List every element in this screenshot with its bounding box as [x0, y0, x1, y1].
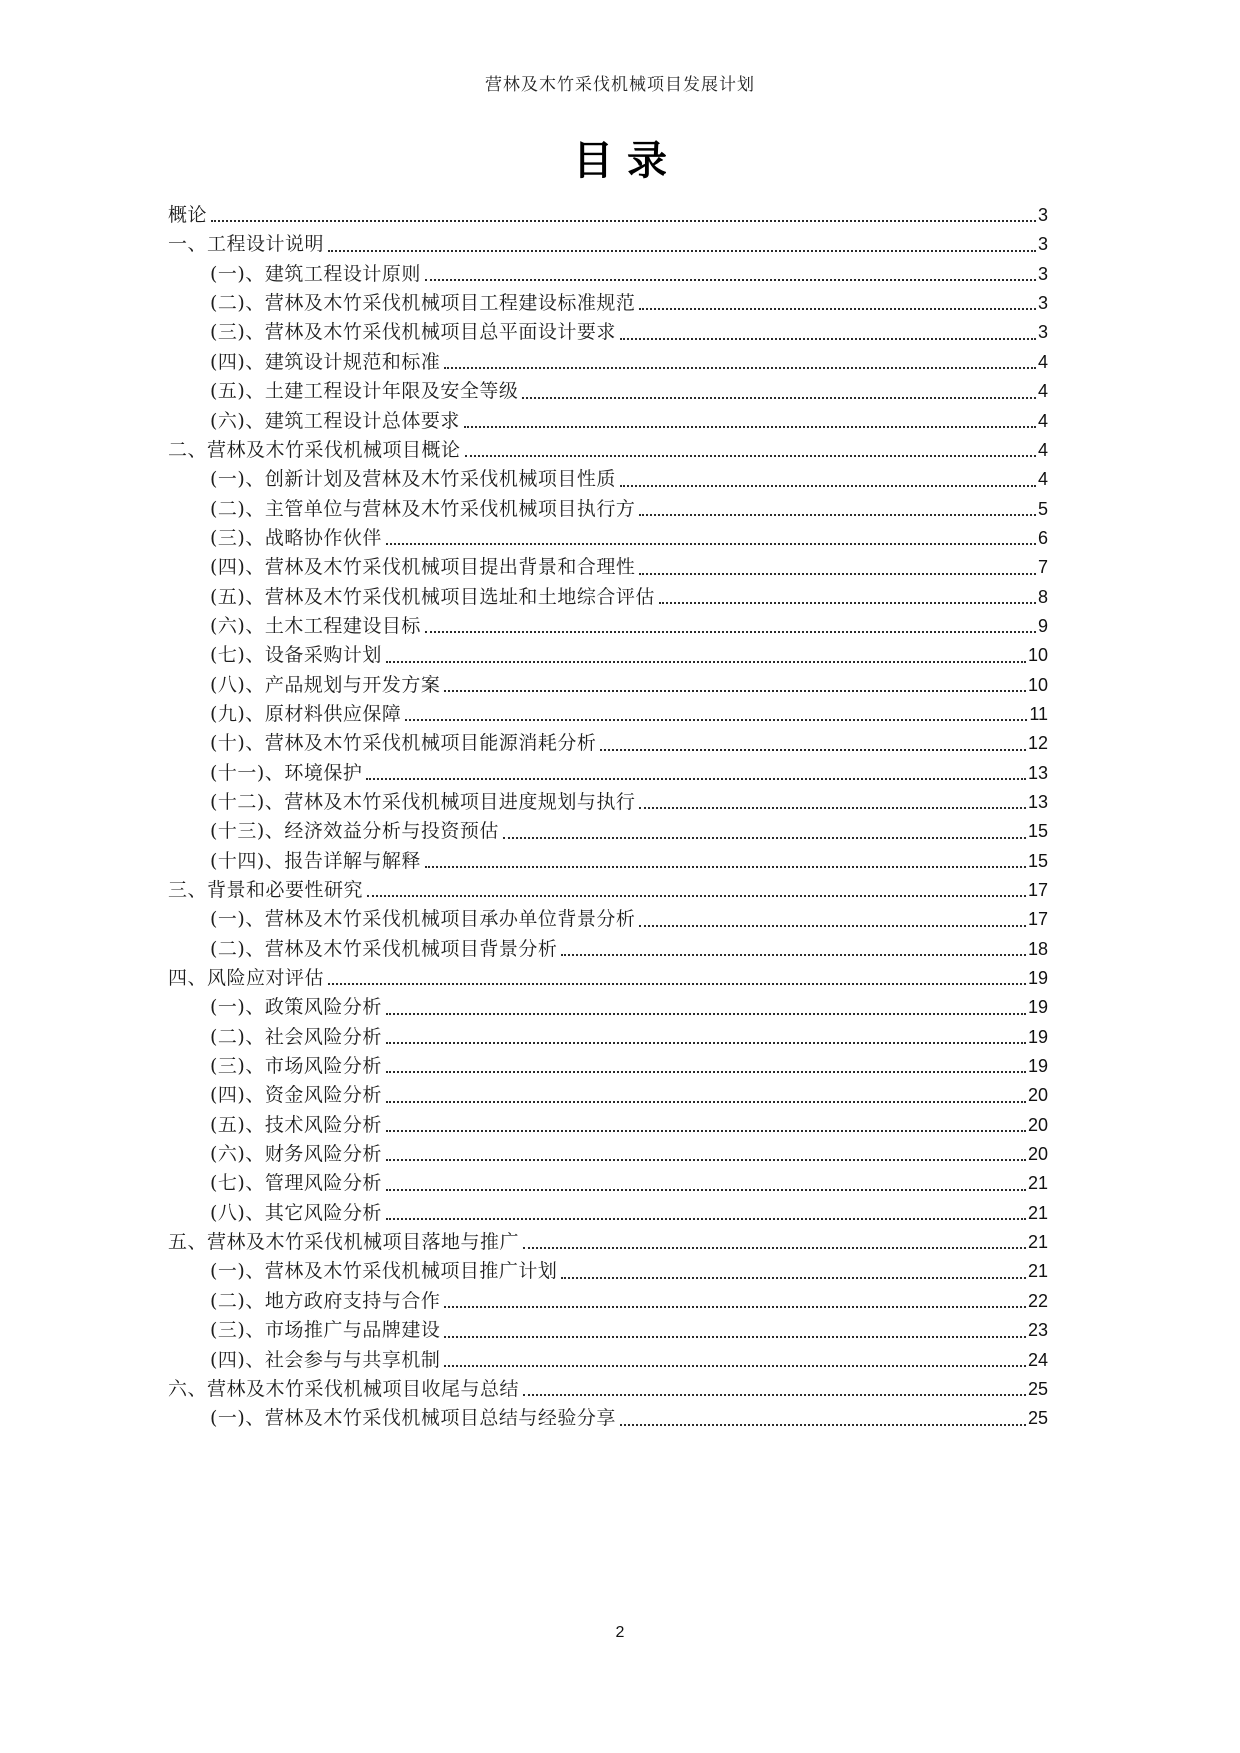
- toc-entry-label: (四)、建筑设计规范和标准: [210, 350, 441, 373]
- toc-entry-page: 23: [1027, 1320, 1048, 1341]
- toc-entry-page: 22: [1027, 1290, 1048, 1311]
- toc-entry-label: 四、风险应对评估: [168, 967, 325, 990]
- toc-dot-leader: [444, 1336, 1026, 1338]
- toc-dot-leader: [523, 1394, 1026, 1396]
- toc-entry[interactable]: [168, 348, 1048, 377]
- toc-dot-leader: [444, 367, 1036, 369]
- toc-entry-page: 3: [1037, 293, 1048, 314]
- toc-dot-leader: [522, 397, 1036, 399]
- toc-entry-page: 24: [1027, 1349, 1048, 1370]
- toc-entry-label: (五)、土建工程设计年限及安全等级: [210, 380, 519, 403]
- toc-entry[interactable]: [168, 1169, 1048, 1198]
- toc-entry[interactable]: [168, 495, 1048, 524]
- toc-dot-leader: [444, 690, 1026, 692]
- toc-entry-label: (四)、社会参与与共享机制: [210, 1348, 441, 1371]
- toc-entry-page: 25: [1027, 1378, 1048, 1399]
- toc-entry-label: (五)、技术风险分析: [210, 1113, 382, 1136]
- toc-entry-page: 21: [1027, 1261, 1048, 1282]
- toc-entry-label: (四)、资金风险分析: [210, 1084, 382, 1107]
- toc-dot-leader: [523, 1247, 1026, 1249]
- toc-entry[interactable]: [168, 1287, 1048, 1316]
- toc-dot-leader: [367, 895, 1026, 897]
- toc-entry-page: 20: [1027, 1114, 1048, 1135]
- toc-dot-leader: [561, 954, 1026, 956]
- toc-entry-page: 13: [1027, 762, 1048, 783]
- toc-entry-label: (十三)、经济效益分析与投资预估: [210, 820, 499, 843]
- toc-entry-label: (二)、主管单位与营林及木竹采伐机械项目执行方: [210, 497, 636, 520]
- toc-entry[interactable]: [168, 993, 1048, 1022]
- toc-entry-label: 五、营林及木竹采伐机械项目落地与推广: [168, 1231, 520, 1254]
- toc-dot-leader: [425, 279, 1036, 281]
- toc-entry-label: (十二)、营林及木竹采伐机械项目进度规划与执行: [210, 790, 636, 813]
- toc-entry-label: (一)、创新计划及营林及木竹采伐机械项目性质: [210, 468, 616, 491]
- toc-entry-label: (九)、原材料供应保障: [210, 702, 402, 725]
- toc-dot-leader: [386, 1189, 1026, 1191]
- toc-entry[interactable]: [168, 318, 1048, 347]
- toc-entry-label: (三)、市场推广与品牌建设: [210, 1319, 441, 1342]
- toc-entry-page: 5: [1037, 498, 1048, 519]
- toc-dot-leader: [386, 1159, 1026, 1161]
- toc-entry-label: (二)、地方政府支持与合作: [210, 1289, 441, 1312]
- toc-entry-page: 12: [1027, 733, 1048, 754]
- toc-dot-leader: [386, 661, 1026, 663]
- toc-entry-label: (三)、战略协作伙伴: [210, 526, 382, 549]
- toc-dot-leader: [425, 866, 1026, 868]
- toc-entry-label: (二)、营林及木竹采伐机械项目背景分析: [210, 937, 558, 960]
- toc-entry[interactable]: [168, 436, 1048, 465]
- toc-dot-leader: [386, 1130, 1026, 1132]
- toc-entry[interactable]: [168, 1140, 1048, 1169]
- toc-entry-label: (六)、建筑工程设计总体要求: [210, 409, 460, 432]
- toc-dot-leader: [659, 602, 1036, 604]
- toc-entry[interactable]: [168, 553, 1048, 582]
- toc-dot-leader: [328, 250, 1036, 252]
- toc-entry[interactable]: [168, 1257, 1048, 1286]
- toc-entry[interactable]: [168, 1404, 1048, 1433]
- document-header-title: 营林及木竹采伐机械项目发展计划: [485, 75, 755, 95]
- toc-entry-label: (一)、营林及木竹采伐机械项目承办单位背景分析: [210, 908, 636, 931]
- toc-entry-page: 19: [1027, 1056, 1048, 1077]
- toc-entry-label: (一)、营林及木竹采伐机械项目总结与经验分享: [210, 1407, 616, 1430]
- toc-entry[interactable]: [168, 524, 1048, 553]
- toc-entry[interactable]: [168, 1316, 1048, 1345]
- toc-entry[interactable]: [168, 1052, 1048, 1081]
- toc-entry-page: 4: [1037, 410, 1048, 431]
- toc-entry-page: 17: [1027, 909, 1048, 930]
- toc-entry[interactable]: [168, 230, 1048, 259]
- toc-entry-page: 15: [1027, 821, 1048, 842]
- toc-entry[interactable]: [168, 1228, 1048, 1257]
- toc-entry[interactable]: [168, 817, 1048, 846]
- toc-entry-page: 10: [1027, 674, 1048, 695]
- toc-dot-leader: [465, 455, 1036, 457]
- toc-entry-label: (十一)、环境保护: [210, 761, 363, 784]
- toc-entry[interactable]: [168, 876, 1048, 905]
- toc-dot-leader: [211, 220, 1036, 222]
- toc-entry[interactable]: [168, 788, 1048, 817]
- toc-entry-label: 概论: [168, 204, 208, 227]
- toc-entry-label: 六、营林及木竹采伐机械项目收尾与总结: [168, 1377, 520, 1400]
- toc-entry-label: (十)、营林及木竹采伐机械项目能源消耗分析: [210, 732, 597, 755]
- toc-entry-label: (三)、市场风险分析: [210, 1055, 382, 1078]
- toc-entry-page: 6: [1037, 527, 1048, 548]
- toc-entry[interactable]: [168, 1199, 1048, 1228]
- toc-entry-label: (一)、营林及木竹采伐机械项目推广计划: [210, 1260, 558, 1283]
- toc-entry-label: (六)、土木工程建设目标: [210, 614, 421, 637]
- toc-entry[interactable]: [168, 905, 1048, 934]
- toc-dot-leader: [425, 631, 1036, 633]
- toc-entry-label: (六)、财务风险分析: [210, 1143, 382, 1166]
- page-number: 2: [615, 1624, 625, 1641]
- toc-dot-leader: [503, 837, 1026, 839]
- toc-entry[interactable]: [168, 964, 1048, 993]
- toc-entry-page: 21: [1027, 1173, 1048, 1194]
- toc-entry-page: 9: [1037, 615, 1048, 636]
- toc-entry-label: (一)、建筑工程设计原则: [210, 262, 421, 285]
- toc-dot-leader: [366, 778, 1026, 780]
- toc-entry-label: (七)、管理风险分析: [210, 1172, 382, 1195]
- toc-dot-leader: [386, 1013, 1026, 1015]
- toc-dot-leader: [639, 807, 1026, 809]
- toc-dot-leader: [405, 719, 1027, 721]
- toc-entry-label: 三、背景和必要性研究: [168, 879, 364, 901]
- toc-entry-page: 3: [1037, 263, 1048, 284]
- toc-entry-label: (二)、营林及木竹采伐机械项目工程建设标准规范: [210, 292, 636, 315]
- page-title: 目录: [573, 137, 681, 185]
- toc-entry[interactable]: [168, 641, 1048, 670]
- toc-entry[interactable]: [168, 847, 1048, 876]
- toc-entry-page: 15: [1027, 850, 1048, 871]
- toc-dot-leader: [444, 1306, 1026, 1308]
- toc-entry-page: 4: [1037, 351, 1048, 372]
- toc-entry-page: 19: [1027, 968, 1048, 989]
- toc-entry[interactable]: [168, 612, 1048, 641]
- toc-entry-page: 4: [1037, 439, 1048, 460]
- toc-entry-page: 25: [1027, 1408, 1048, 1429]
- toc-entry-page: 20: [1027, 1144, 1048, 1165]
- toc-entry[interactable]: [168, 935, 1048, 964]
- toc-entry-label: (二)、社会风险分析: [210, 1025, 382, 1048]
- toc-entry[interactable]: [168, 465, 1048, 494]
- table-of-contents: [168, 201, 1048, 1433]
- toc-dot-leader: [386, 1218, 1026, 1220]
- toc-entry-page: 10: [1027, 645, 1048, 666]
- toc-entry[interactable]: [168, 260, 1048, 289]
- toc-dot-leader: [600, 749, 1026, 751]
- toc-entry-label: 一、工程设计说明: [168, 233, 325, 256]
- toc-entry-page: 3: [1037, 234, 1048, 255]
- toc-dot-leader: [620, 485, 1036, 487]
- toc-entry[interactable]: [168, 729, 1048, 758]
- toc-entry[interactable]: [168, 671, 1048, 700]
- toc-entry-label: (十四)、报告详解与解释: [210, 849, 421, 872]
- toc-entry[interactable]: [168, 700, 1048, 729]
- toc-dot-leader: [561, 1277, 1026, 1279]
- toc-entry-label: (五)、营林及木竹采伐机械项目选址和土地综合评估: [210, 585, 655, 608]
- toc-entry-label: (四)、营林及木竹采伐机械项目提出背景和合理性: [210, 556, 636, 579]
- toc-entry[interactable]: [168, 1081, 1048, 1110]
- toc-entry-label: (一)、政策风险分析: [210, 996, 382, 1019]
- toc-entry-page: 4: [1037, 469, 1048, 490]
- toc-entry-page: 19: [1027, 1026, 1048, 1047]
- toc-entry[interactable]: [168, 1023, 1048, 1052]
- toc-entry-page: 21: [1027, 1202, 1048, 1223]
- toc-entry-page: 18: [1027, 938, 1048, 959]
- toc-entry[interactable]: [168, 289, 1048, 318]
- toc-dot-leader: [386, 1101, 1026, 1103]
- toc-entry[interactable]: [168, 1111, 1048, 1140]
- toc-dot-leader: [386, 1071, 1026, 1073]
- toc-entry-page: 4: [1037, 381, 1048, 402]
- toc-entry-label: 二、营林及木竹采伐机械项目概论: [168, 438, 461, 461]
- toc-entry[interactable]: [168, 1375, 1048, 1404]
- toc-dot-leader: [620, 338, 1036, 340]
- toc-entry-label: (七)、设备采购计划: [210, 644, 382, 667]
- toc-entry-page: 20: [1027, 1085, 1048, 1106]
- toc-entry-page: 13: [1027, 791, 1048, 812]
- toc-entry-page: 11: [1029, 703, 1048, 724]
- toc-dot-leader: [464, 426, 1036, 428]
- toc-entry-label: (八)、产品规划与开发方案: [210, 673, 441, 696]
- toc-entry[interactable]: [168, 583, 1048, 612]
- toc-entry-label: (三)、营林及木竹采伐机械项目总平面设计要求: [210, 321, 616, 344]
- toc-dot-leader: [386, 1042, 1026, 1044]
- toc-entry-page: 21: [1027, 1232, 1048, 1253]
- toc-dot-leader: [444, 1365, 1026, 1367]
- toc-dot-leader: [639, 514, 1036, 516]
- toc-dot-leader: [639, 925, 1026, 927]
- toc-dot-leader: [328, 983, 1026, 985]
- toc-dot-leader: [639, 573, 1036, 575]
- toc-entry-page: 19: [1027, 997, 1048, 1018]
- toc-entry[interactable]: [168, 201, 1048, 230]
- toc-entry[interactable]: [168, 407, 1048, 436]
- toc-entry[interactable]: [168, 377, 1048, 406]
- toc-entry-page: 8: [1037, 586, 1048, 607]
- toc-dot-leader: [386, 543, 1036, 545]
- toc-entry[interactable]: [168, 759, 1048, 788]
- toc-entry-page: 3: [1037, 205, 1048, 226]
- toc-entry-label: (八)、其它风险分析: [210, 1201, 382, 1224]
- toc-entry-page: 7: [1037, 557, 1048, 578]
- toc-dot-leader: [620, 1424, 1026, 1426]
- toc-entry-page: 3: [1037, 322, 1048, 343]
- toc-entry[interactable]: [168, 1346, 1048, 1375]
- toc-dot-leader: [639, 308, 1036, 310]
- toc-entry-page: 17: [1027, 880, 1048, 900]
